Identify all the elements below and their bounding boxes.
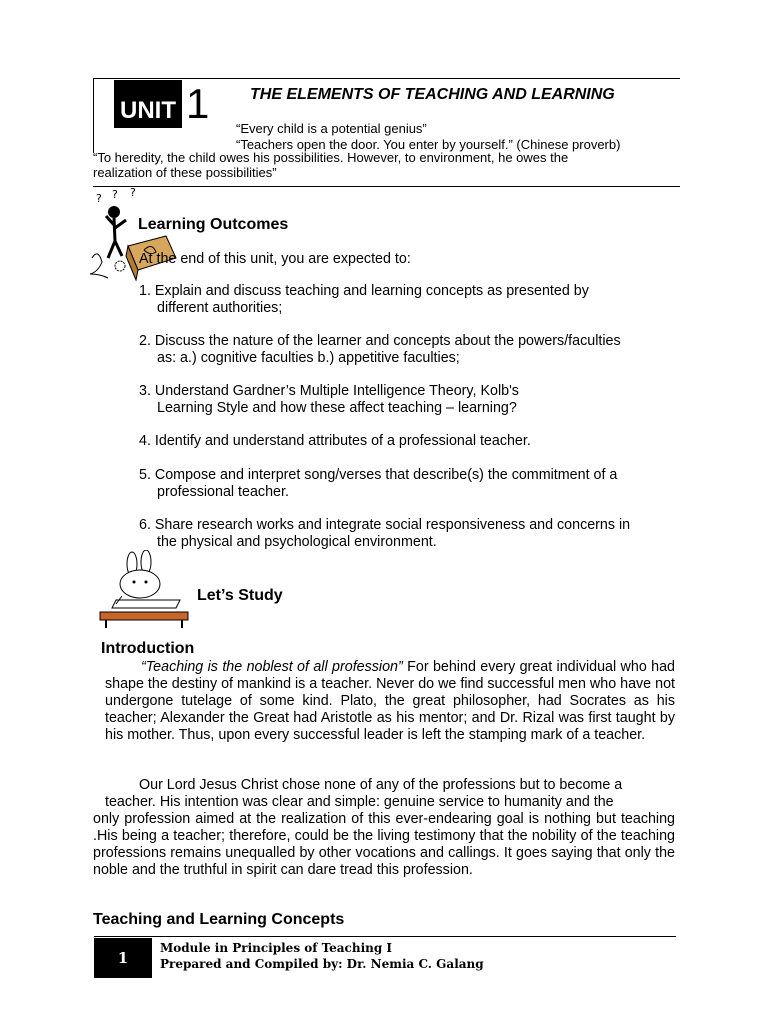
page-title: THE ELEMENTS OF TEACHING AND LEARNING — [250, 86, 615, 103]
unit-number: 1 — [186, 80, 210, 127]
unit-label: UNIT — [114, 80, 182, 128]
outcome-item-continuation: different authorities; — [157, 300, 283, 316]
quote-genius: “Every child is a potential genius” — [236, 121, 427, 136]
header-left-rule — [93, 78, 94, 153]
footer-author: Prepared and Compiled by: Dr. Nemia C. Galang — [160, 957, 484, 971]
outcome-item-continuation: professional teacher. — [157, 484, 289, 500]
footer-rule — [94, 936, 676, 937]
quote-heredity-line2: realization of these possibilities” — [93, 165, 277, 180]
svg-text:?: ? — [130, 186, 136, 199]
quote-proverb: “Teachers open the door. You enter by yourself.” (Chinese proverb) — [236, 137, 621, 152]
outcome-item-first-line: 1. Explain and discuss teaching and learning concepts as presented by — [139, 283, 589, 299]
outcome-item — [139, 467, 679, 501]
outcome-item-continuation: as: a.) cognitive faculties b.) appetitive faculties; — [157, 350, 460, 366]
outcome-item-first-line: 2. Discuss the nature of the learner and concepts about the powers/faculties — [139, 333, 621, 349]
intro-paragraph-1 — [105, 659, 675, 744]
outcome-item-first-line: 6. Share research works and integrate social responsiveness and concerns in — [139, 517, 631, 533]
svg-text:?: ? — [112, 188, 118, 201]
outcome-item-continuation: the physical and psychological environment. — [157, 534, 437, 550]
footer-module-title: Module in Principles of Teaching I — [160, 941, 393, 955]
teaching-quote: “Teaching is the noblest of all profession” — [141, 659, 403, 675]
intro-paragraph-2-body: only profession aimed at the realization of this ever-endearing goal is nothing but teaching .His being a teacher; therefore, could be the living testimony that the nobility of the teaching professions remains unequalled by other vocations and callings. It goes saying that only the noble and the truthful in spirit can dare tread this profession. — [93, 811, 675, 878]
svg-text:?: ? — [96, 192, 102, 205]
outcome-item — [139, 283, 679, 317]
quote-heredity-line1: “To heredity, the child owes his possibilities. However, to environment, he owes the — [93, 150, 569, 165]
intro-paragraph-2-line2: teacher. His intention was clear and simple: genuine service to humanity and the — [105, 794, 614, 810]
thinking-figure-illustration — [84, 186, 184, 286]
outcome-item-first-line: 3. Understand Gardner’s Multiple Intelligence Theory, Kolb's — [139, 383, 519, 399]
outcome-item-first-line: 4. Identify and understand attributes of a professional teacher. — [139, 433, 531, 449]
intro-paragraph-2-line1: Our Lord Jesus Christ chose none of any of the professions but to become a — [139, 777, 623, 793]
outcomes-intro: At the end of this unit, you are expected to: — [139, 251, 411, 267]
outcome-item-first-line: 5. Compose and interpret song/verses that describe(s) the commitment of a — [139, 467, 618, 483]
intro-paragraph-1-body: For behind every great individual who had shape the destiny of mankind is a teacher. Never do we find successful men who have not undergone tutelage of some kind. Plato, the great philosopher, had Socrates as his teacher; Alexander the Great had Aristotle as his mentor; and Dr. Rizal was first taught by his mother. Thus, upon every successful leader is left the stamping mark of a teacher. — [105, 659, 675, 743]
outcome-item — [139, 383, 679, 417]
page-number: 1 — [94, 938, 152, 978]
outcome-item — [139, 333, 679, 367]
introduction-heading: Introduction — [101, 640, 195, 657]
outcome-item — [139, 433, 679, 450]
outcome-item-continuation: Learning Style and how these affect teaching – learning? — [157, 400, 517, 416]
outcome-item — [139, 517, 679, 551]
studying-rabbit-illustration — [96, 550, 192, 630]
learning-outcomes-heading: Learning Outcomes — [138, 216, 289, 233]
lets-study-heading: Let’s Study — [197, 587, 283, 604]
header-top-rule — [93, 78, 680, 79]
teaching-learning-concepts-heading: Teaching and Learning Concepts — [93, 911, 345, 928]
